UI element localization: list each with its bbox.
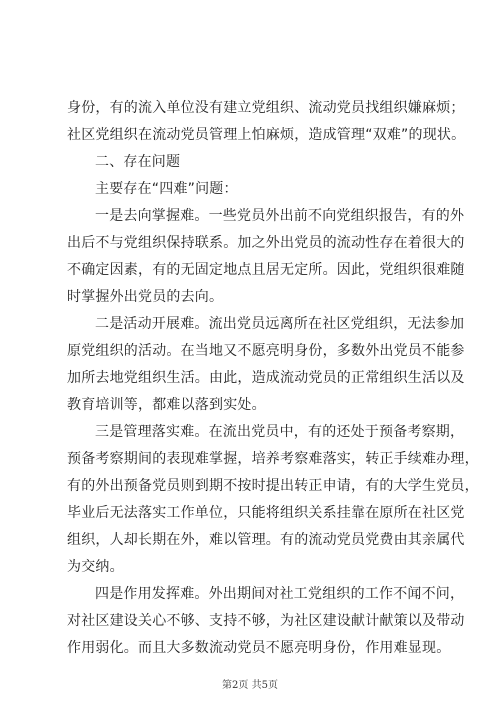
text-line: 时掌握外出党员的去向。 xyxy=(67,289,224,305)
text-line: 教育培训等，都难以落到实处。 xyxy=(67,397,266,413)
text-line: 出后不与党组织保持联系。加之外出党员的流动性存在着很大的 xyxy=(67,235,465,251)
text-line: 有的外出预备党员则到期不按时提出转正申请，有的大学生党员， xyxy=(67,478,479,494)
page-number: 第2页 共5页 xyxy=(222,680,278,691)
paragraph-start: 三是管理落实难。在流出党员中，有的还处于预备考察期， xyxy=(95,424,465,440)
text-line: 原党组织的活动。在当地又不愿亮明身份，多数外出党员不能参 xyxy=(67,343,465,359)
text-line: 社区党组织在流动党员管理上怕麻烦，造成管理“双难”的现状。 xyxy=(67,127,466,143)
text-line: 毕业后无法落实工作单位，只能将组织关系挂靠在原所在社区党 xyxy=(67,505,465,521)
text-line: 身份，有的流入单位没有建立党组织、流动党员找组织嫌麻烦； xyxy=(67,100,465,116)
paragraph-start: 一是去向掌握难。一些党员外出前不向党组织报告，有的外 xyxy=(95,208,465,224)
text-line: 为交纳。 xyxy=(67,559,124,575)
text-line: 对社区建设关心不够、支持不够，为社区建设献计献策以及带动 xyxy=(67,613,465,629)
text-line: 作用弱化。而且大多数流动党员不愿亮明身份，作用难显现。 xyxy=(67,640,451,656)
text-line: 主要存在“四难”问题： xyxy=(95,181,238,197)
text-line: 不确定因素，有的无固定地点且居无定所。因此，党组织很难随 xyxy=(67,262,465,278)
text-line: 组织，人却长期在外，难以管理。有的流动党员党费由其亲属代 xyxy=(67,532,465,548)
section-heading: 二、存在问题 xyxy=(95,154,181,170)
paragraph-start: 四是作用发挥难。外出期间对社工党组织的工作不闻不问， xyxy=(95,586,465,602)
text-line: 预备考察期间的表现难掌握，培养考察难落实，转正手续难办理， xyxy=(67,451,479,467)
body-text xyxy=(67,95,479,662)
text-line: 加所去地党组织生活。由此，造成流动党员的正常组织生活以及 xyxy=(67,370,465,386)
paragraph-start: 二是活动开展难。流出党员远离所在社区党组织，无法参加 xyxy=(95,316,465,332)
